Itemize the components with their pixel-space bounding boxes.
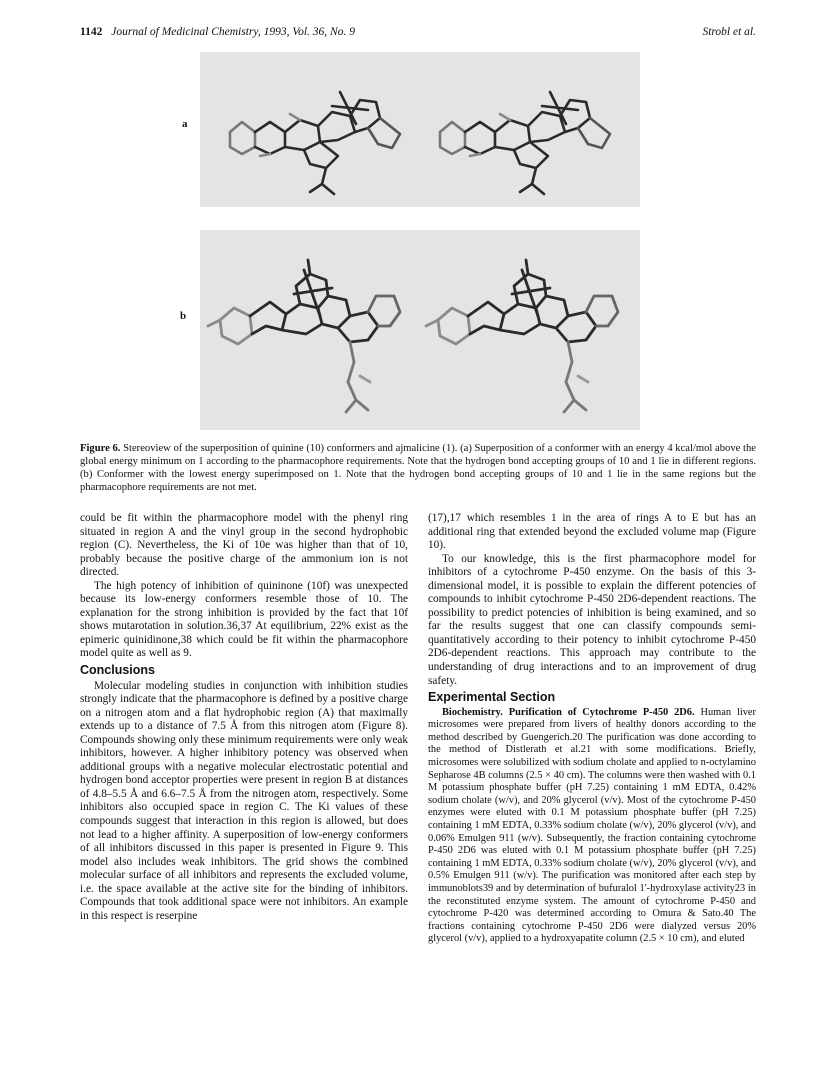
paragraph: The high potency of inhibition of quininone (10f) was unexpected because its low-energy conformers resemble those of 10. The explanation for the strong inhibition is provided by the fact that 10f shows mutarotation in solution.36,37 At equilibrium, 22% exist as the epimeric quinidinone,38 which could be fit within the pharmacophore model quite as well as 9. (80, 579, 408, 660)
left-column (80, 512, 408, 923)
paragraph: (17),17 which resembles 1 in the area of rings A to E but has an additional ring that extended beyond the excluded volume map (Figure 10). (428, 512, 756, 552)
panel-b-label: b (180, 310, 187, 322)
figure-panel-a (200, 52, 640, 207)
stereo-model-a (200, 52, 640, 207)
experimental-body (428, 707, 756, 946)
figure-panel-b (200, 230, 640, 430)
figure-caption (80, 442, 756, 494)
caption-label: Figure 6. (80, 443, 121, 454)
journal-citation: Journal of Medicinal Chemistry, 1993, Vol. 36, No. 9 (111, 26, 355, 38)
section-heading-conclusions: Conclusions (80, 663, 156, 678)
running-authors: Strobl et al. (702, 26, 756, 38)
paragraph: Molecular modeling studies in conjunction with inhibition studies strongly indicate that the pharmacophore is defined by a positive charge on a nitrogen atom and a flat hydrophobic region (A) that maximally extends up to a distance of 7.5 Å from this nitrogen atom (Figure 8). Compounds showing only these minimum requirements were only weak inhibitors, however. A higher inhibitory potency was observed when additional groups with a negative molecular electrostatic potential and hydrogen bond acceptor properties were present in region B at distances of 4.8–5.5 Å and 6.6–7.5 Å from the nitrogen atom, respectively. Some inhibitors also occupied space in region C. The Ki values of these compounds suggest that interaction in this region is allowed, but does not lead to a higher affinity. A superposition of low-energy conformers of all inhibitors discussed in this paper is presented in Figure 9. This model also includes weak inhibitors. The grid shows the combined molecular surface of all inhibitors and represents the excluded volume, i.e. the space available at the active site for the binding of inhibitors. Compounds that took additional space were not inhibitors. An example in this respect is reserpine (80, 679, 408, 922)
paragraph: could be fit within the pharmacophore model with the phenyl ring situated in region A and the vinyl group in the second hydrophobic region (C). Nevertheless, the Ki of 10e was higher than that of 10, probably because the positive charge of the ammonium ion is not directed. (80, 512, 408, 579)
stereo-model-b (200, 230, 640, 430)
paragraph (428, 707, 756, 946)
right-column (428, 512, 756, 946)
running-header (80, 26, 756, 44)
section-heading-experimental: Experimental Section (428, 690, 556, 705)
runin-heading: Biochemistry. Purification of Cytochrome P-450 2D6. (442, 706, 695, 718)
page-number: 1142 (80, 26, 103, 38)
paragraph: To our knowledge, this is the first pharmacophore model for inhibitors of a cytochrome P-450 enzyme. On the basis of this 3-dimensional model, it is possible to explain the different potencies of compounds to inhibit cytochrome P-450 2D6-dependent reactions. The possibility to predict potencies of inhibition is being examined, and so far the results suggest that one can classify compounds semi-quantitatively according to their potency to inhibit cytochrome P-450 2D6-dependent reactions. This approach may contribute to the understanding of drug interactions and to an improvement of drug safety. (428, 552, 756, 687)
caption-text: Stereoview of the superposition of quinine (10) conformers and ajmalicine (1). (a) Superposition of a conformer with an energy 4 kcal/mol above the global energy minimum on 1 according to the pharmacophore requirements. Note that the hydrogen bond accepting groups of 10 and 1 lie in different regions. (b) Conformer with the lowest energy superimposed on 1. Note that the hydrogen bond accepting groups of 10 and 1 lie in the same regions but the pharmacophore requirements are not met. (80, 443, 756, 493)
paragraph-text: Human liver microsomes were prepared from livers of healthy donors according to the method described by Guengerich.20 The purification was done according to the method of Distlerath et al.21 with some modifications. Briefly, microsomes were solubilized with sodium cholate and applied to n-octylamino Sepharose 4B columns (2.5 × 40 cm). The columns were then washed with 0.1 M potassium phosphate buffer (pH 7.25) containing 1 mM EDTA, 0.42% sodium cholate (w/v), and 20% glycerol (v/v). Most of the cytochrome P-450 enzymes were eluted with 0.1 M potassium phosphate buffer (pH 7.25) containing 1 mM EDTA, 0.33% sodium cholate (w/v), 20% glycerol (v/v), and 0.06% Emulgen 911 (w/v). Subsequently, the fraction containing cytochrome P-450 2D6 was eluted with 0.1 M potassium phosphate buffer (pH 7.25) containing 1 mM EDTA, 0.33% sodium cholate (w/v), 20% glycerol (v/v), and 0.5% Emulgen 911 (w/v). The purification was monitored after each step by immunoblots39 and by determination of bufuralol 1'-hydroxylase activity23 in the reconstituted enzyme system. The amount of cytochrome P-450 and cytochrome P-420 was determined according to Omura & Sato.40 The fractions containing cytochrome P-450 2D6 were dialyzed versus 20% glycerol (v/v), applied to a hydroxyapatite column (2.5 × 10 cm), and eluted (428, 706, 756, 945)
panel-a-label: a (182, 118, 188, 130)
